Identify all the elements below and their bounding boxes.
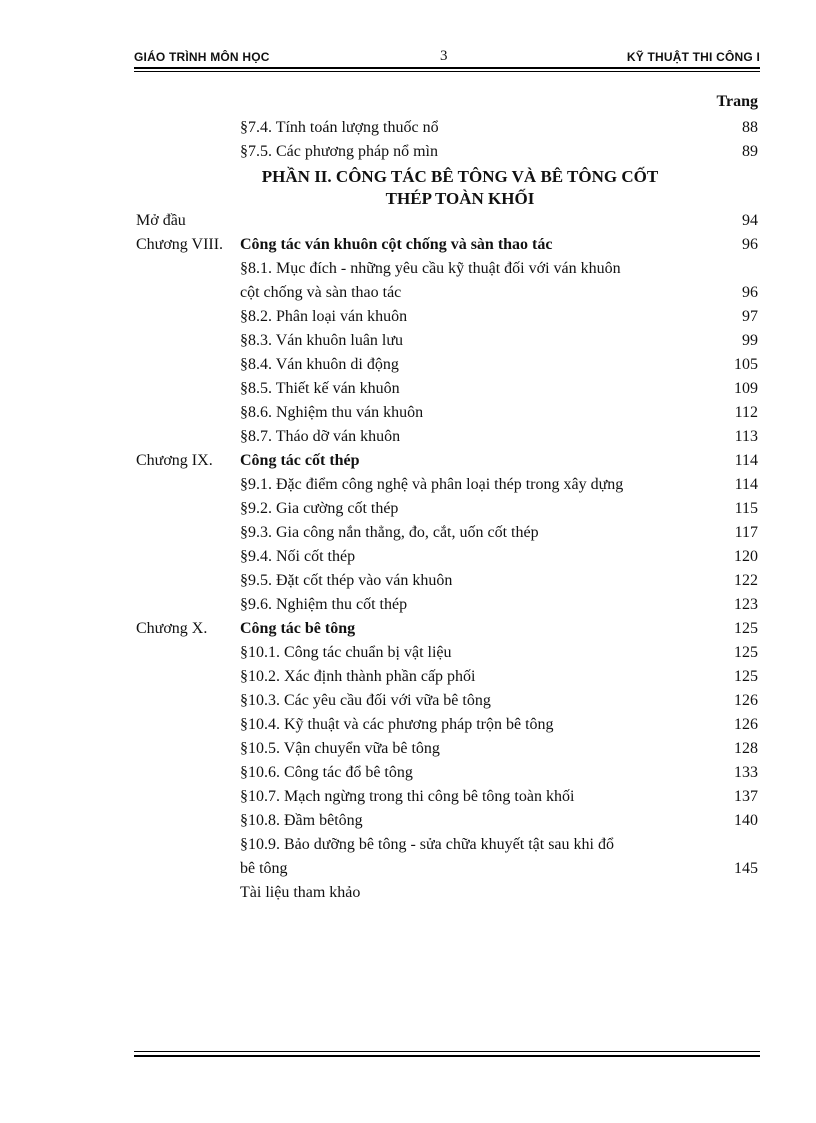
toc-entry[interactable] (0, 497, 816, 521)
toc-page-number: 145 (734, 860, 758, 877)
toc-page-number: 140 (734, 812, 758, 829)
toc-entry-title: §7.5. Các phương pháp nổ mìn (240, 143, 438, 160)
toc-chapter-label: Chương VIII. (136, 236, 224, 253)
toc-entry-title: §9.6. Nghiệm thu cốt thép (240, 596, 408, 613)
toc-entry[interactable] (0, 881, 816, 905)
footer-rule-thick (134, 1055, 760, 1057)
toc-page-number: 128 (734, 740, 758, 757)
toc-entry[interactable] (0, 425, 816, 449)
toc-page-number: 123 (734, 596, 758, 613)
toc-chapter-label: Mở đầu (136, 212, 186, 229)
toc-page-number: 105 (734, 356, 758, 373)
toc-page-number: 120 (734, 548, 758, 565)
toc-entry[interactable] (0, 305, 816, 329)
toc-entry-title: §10.3. Các yêu cầu đối với vữa bê tông (240, 692, 491, 709)
header-rule-thin (134, 71, 760, 72)
part-title-line-1: PHẦN II. CÔNG TÁC BÊ TÔNG VÀ BÊ TÔNG CỐT (261, 167, 659, 186)
header-subject-label: KỸ THUẬT THI CÔNG I (626, 50, 760, 64)
toc-entry[interactable] (0, 761, 816, 785)
toc-entry-title: §9.1. Đặc điểm công nghệ và phân loại thép trong xây dựng (240, 476, 624, 493)
toc-entry[interactable] (0, 473, 816, 497)
toc-entry-title: Công tác cốt thép (240, 452, 360, 469)
toc-entry-title: §10.2. Xác định thành phần cấp phối (240, 668, 476, 685)
toc-entry-title: §8.2. Phân loại ván khuôn (240, 308, 408, 325)
toc-entry[interactable] (0, 737, 816, 761)
toc-page-number: 115 (734, 500, 758, 517)
toc-entry-title: Công tác ván khuôn cột chống và sàn thao tác (240, 236, 553, 253)
toc-page-number: 126 (734, 716, 758, 733)
toc-chapter-label: Chương IX. (136, 452, 213, 469)
header-rule-thick (134, 67, 760, 69)
toc-entry-title: §8.1. Mục đích - những yêu cầu kỹ thuật đối với ván khuôn (240, 260, 621, 277)
toc-entry[interactable] (0, 569, 816, 593)
toc-entry[interactable] (0, 617, 816, 641)
toc-entry[interactable] (0, 521, 816, 545)
toc-entry[interactable] (0, 857, 816, 881)
header-page-number: 3 (440, 48, 448, 64)
toc-entry-title: §9.3. Gia công nắn thẳng, đo, cắt, uốn cốt thép (240, 524, 539, 541)
toc-page-number: 113 (734, 428, 758, 445)
toc-page-number: 109 (734, 380, 758, 397)
footer-rule-thin (134, 1051, 760, 1052)
toc-entry[interactable] (0, 545, 816, 569)
toc-entry[interactable] (0, 713, 816, 737)
toc-entry[interactable] (0, 809, 816, 833)
toc-entry-title: §8.7. Tháo dỡ ván khuôn (240, 428, 401, 445)
toc-entry-title: §9.5. Đặt cốt thép vào ván khuôn (240, 572, 453, 589)
toc-entry-title: §10.9. Bảo dưỡng bê tông - sửa chữa khuyết tật sau khi đổ (240, 836, 614, 853)
toc-entry-title: §10.6. Công tác đổ bê tông (240, 764, 413, 781)
toc-entry[interactable] (0, 209, 816, 233)
toc-entry-title: §8.3. Ván khuôn luân lưu (240, 332, 404, 349)
toc-page-number: 96 (742, 236, 758, 253)
toc-entry-title: Tài liệu tham khảo (240, 884, 361, 901)
toc-entry[interactable] (0, 377, 816, 401)
toc-entry-title: §10.1. Công tác chuẩn bị vật liệu (240, 644, 452, 661)
toc-entry-title: §10.4. Kỹ thuật và các phương pháp trộn bê tông (240, 716, 554, 733)
toc-entry[interactable] (0, 401, 816, 425)
toc-page-number: 96 (742, 284, 758, 301)
toc-entry[interactable] (0, 233, 816, 257)
toc-entry[interactable] (0, 833, 816, 857)
toc-page-number: 125 (734, 644, 758, 661)
toc-entry[interactable] (0, 449, 816, 473)
toc-entry[interactable] (0, 353, 816, 377)
toc-entry[interactable] (0, 689, 816, 713)
toc-page-number: 133 (734, 764, 758, 781)
toc-entry[interactable] (0, 257, 816, 281)
toc-page-number: 137 (734, 788, 758, 805)
toc-page-number: 112 (734, 404, 758, 421)
toc-page-number: 125 (734, 668, 758, 685)
toc-entry[interactable] (0, 329, 816, 353)
toc-entry-title: bê tông (240, 860, 288, 877)
toc-entry[interactable] (0, 116, 816, 140)
toc-entry-title: cột chống và sàn thao tác (240, 284, 402, 301)
header-course-label: GIÁO TRÌNH MÔN HỌC (134, 50, 270, 64)
toc-page-number: 114 (734, 452, 758, 469)
toc-page-number: 89 (742, 143, 758, 160)
toc-page-column-label: Trang (716, 93, 758, 110)
toc-chapter-label: Chương X. (136, 620, 208, 637)
toc-entry-title: §10.8. Đầm bêtông (240, 812, 363, 829)
toc-page-number: 99 (742, 332, 758, 349)
toc-entry[interactable] (0, 281, 816, 305)
toc-entry[interactable] (0, 665, 816, 689)
toc-entry-title: §8.4. Ván khuôn di động (240, 356, 399, 373)
toc-entry-title: §9.2. Gia cường cốt thép (240, 500, 399, 517)
toc-page-number: 88 (742, 119, 758, 136)
part-title-line-2: THÉP TOÀN KHỐI (385, 189, 535, 208)
toc-entry-title: §7.4. Tính toán lượng thuốc nổ (240, 119, 439, 136)
toc-page-number: 122 (734, 572, 758, 589)
toc-entry-title: §10.5. Vận chuyển vữa bê tông (240, 740, 440, 757)
toc-entry-title: §10.7. Mạch ngừng trong thi công bê tông toàn khối (240, 788, 575, 805)
toc-page-number: 94 (742, 212, 758, 229)
toc-entry[interactable] (0, 593, 816, 617)
toc-page-number: 114 (734, 476, 758, 493)
toc-entry-title: §9.4. Nối cốt thép (240, 548, 356, 565)
toc-page-number: 97 (742, 308, 758, 325)
toc-page-number: 125 (734, 620, 758, 637)
toc-page-number: 126 (734, 692, 758, 709)
toc-entry-title: §8.6. Nghiệm thu ván khuôn (240, 404, 424, 421)
toc-entry-title: Công tác bê tông (240, 620, 356, 637)
toc-entry[interactable] (0, 641, 816, 665)
toc-page-number: 117 (734, 524, 758, 541)
toc-entry[interactable] (0, 140, 816, 164)
toc-entry[interactable] (0, 785, 816, 809)
toc-entry-title: §8.5. Thiết kế ván khuôn (240, 380, 400, 397)
